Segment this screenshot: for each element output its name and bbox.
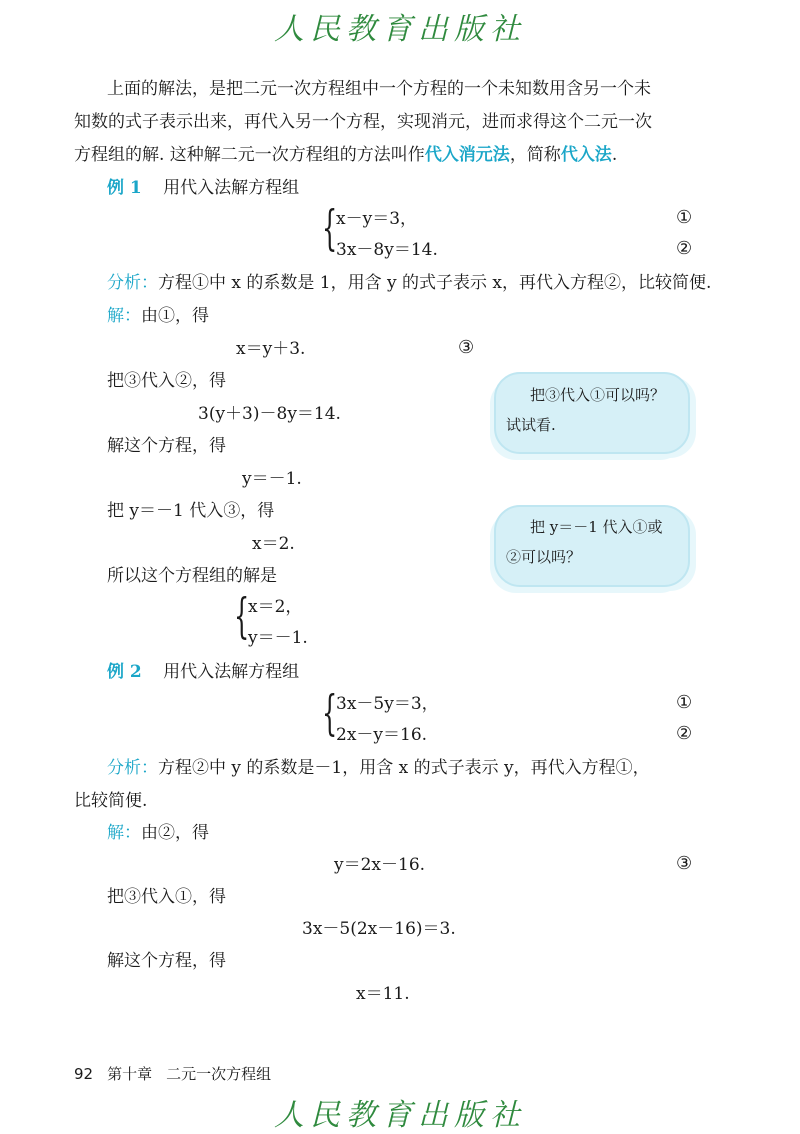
example1-step3: 把③代入②，得 (107, 371, 226, 391)
example1-analysis-text: 方程①中 x 的系数是 1，用含 y 的式子表示 x，再代入方程②，比较简便. (158, 273, 712, 293)
example1-step7: 把 y＝－1 代入③，得 (107, 501, 275, 521)
example1-title: 用代入法解方程组 (163, 178, 300, 198)
example2-step3: 把③代入①，得 (107, 887, 226, 907)
intro-line-3-b: ，简称 (509, 145, 561, 165)
publisher-logo-bottom: 人民教育出版社 (274, 1098, 526, 1133)
example1-step8: x＝2. (252, 534, 295, 554)
example2-mark2: ② (676, 723, 693, 744)
intro-line-3-a: 方程组的解. 这种解二元一次方程组的方法叫作 (74, 145, 425, 165)
example2-step2: y＝2x－16. (334, 855, 426, 875)
thought-cloud-1-line1: 把③代入①可以吗？ (530, 386, 666, 404)
example1-solution-start (107, 304, 209, 328)
example2-step6: x＝11. (356, 984, 410, 1004)
example1-analysis (107, 271, 711, 295)
example1-step2: x＝y＋3. (236, 339, 306, 359)
thought-cloud-2-line1: 把 y＝－1 代入①或 (530, 518, 663, 536)
example1-step4: 3(y＋3)－8y＝14. (198, 404, 341, 424)
thought-cloud-1-line2: 试试看. (506, 416, 556, 434)
term-substitution-elimination: 代入消元法 (424, 145, 510, 165)
intro-line-1: 上面的解法，是把二元一次方程组中一个方程的一个未知数用含另一个未 (107, 79, 651, 99)
example1-step2-mark: ③ (458, 337, 475, 358)
example1-step9: 所以这个方程组的解是 (107, 566, 277, 586)
intro-line-3-c: . (611, 145, 618, 165)
chapter-label: 第十章 (107, 1065, 153, 1083)
example2-eq1: 3x－5y＝3， (336, 694, 439, 714)
thought-cloud-2-line2: ②可以吗？ (506, 548, 582, 566)
example1-step1: 由①，得 (141, 306, 209, 326)
page-footer (74, 1063, 271, 1084)
example1-step5: 解这个方程，得 (107, 436, 226, 456)
example2-analysis-line2: 比较简便. (74, 791, 148, 811)
example2-brace: { (322, 685, 338, 741)
intro-line-2: 知数的式子表示出来，再代入另一个方程，实现消元，进而求得这个二元一次 (74, 112, 652, 132)
page-number: 92 (74, 1065, 94, 1083)
example2-step4: 3x－5(2x－16)＝3. (302, 919, 456, 939)
example2-solution-label: 解： (107, 823, 141, 843)
example1-step6: y＝－1. (242, 469, 302, 489)
example2-analysis-line1 (107, 756, 650, 780)
publisher-logo-top: 人民教育出版社 (274, 12, 526, 47)
example1-brace: { (322, 200, 338, 256)
example1-heading (107, 176, 299, 200)
example1-mark1: ① (676, 207, 693, 228)
example1-solution-label: 解： (107, 306, 141, 326)
example1-solution-y: y＝－1. (248, 628, 308, 648)
example1-label: 例 1 (107, 178, 142, 198)
example2-solution-start (107, 821, 209, 845)
example1-analysis-label: 分析： (107, 273, 158, 293)
example2-label: 例 2 (107, 662, 142, 682)
chapter-title: 二元一次方程组 (166, 1065, 272, 1083)
example1-solution-brace: { (234, 588, 250, 644)
intro-line-3 (74, 143, 617, 167)
example1-eq2: 3x－8y＝14. (336, 240, 438, 260)
example2-step1: 由②，得 (141, 823, 209, 843)
example2-title: 用代入法解方程组 (163, 662, 300, 682)
example2-mark1: ① (676, 692, 693, 713)
example1-solution-x: x＝2， (248, 597, 303, 617)
example2-eq2: 2x－y＝16. (336, 725, 428, 745)
example2-analysis-label: 分析： (107, 758, 158, 778)
example1-mark2: ② (676, 238, 693, 259)
example2-step5: 解这个方程，得 (107, 951, 226, 971)
term-substitution-method: 代入法 (560, 145, 612, 165)
example2-step2-mark: ③ (676, 853, 693, 874)
example2-heading (107, 660, 299, 684)
example1-eq1: x－y＝3， (336, 209, 418, 229)
example2-analysis-text: 方程②中 y 的系数是－1，用含 x 的式子表示 y，再代入方程①， (158, 758, 650, 778)
